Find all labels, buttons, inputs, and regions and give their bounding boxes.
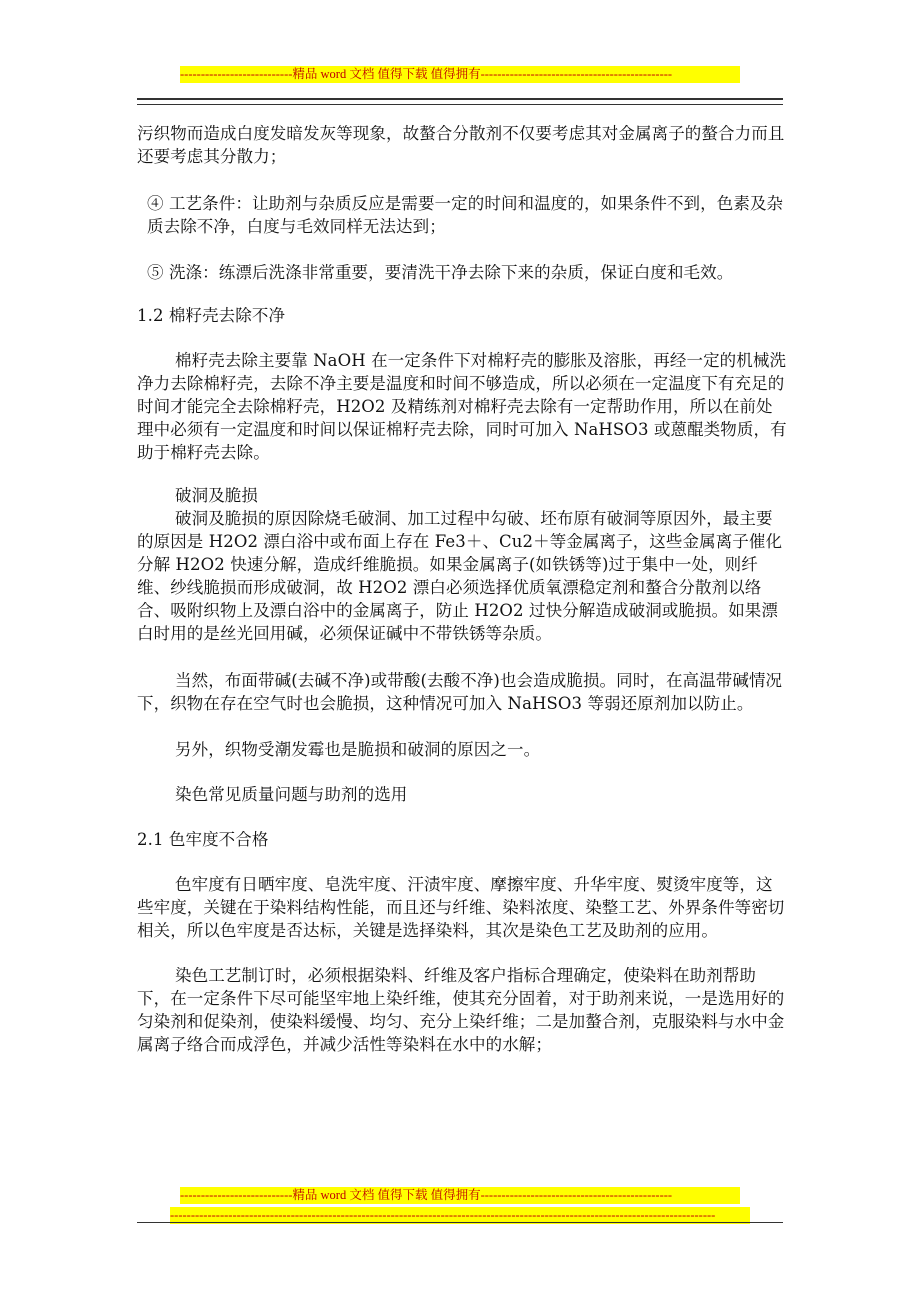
paragraph-process-conditions: ④ 工艺条件：让助剂与杂质反应是需要一定的时间和温度的，如果条件不到，色素及杂质去除不净，白度与毛效同样无法达到； [147,194,784,236]
paragraph-dyeing-process: 染色工艺制订时，必须根据染料、纤维及客户指标合理确定，使染料在助剂帮助下，在一定条件下尽可能坚牢地上染纤维，使其充分固着，对于助剂来说，一是选用好的匀染剂和促染剂，使染料缓慢、均匀、充分上染纤维；二是加螯合剂，克服染料与水中金属离子络合而成浮色，并减少活性等染料在水中的水解； [137,966,785,1054]
paragraph-cottonseed-hull: 棉籽壳去除主要靠 NaOH 在一定条件下对棉籽壳的膨胀及溶胀，再经一定的机械洗净力去除棉籽壳，去除不净主要是温度和时间不够造成，所以必须在一定温度下有充足的时间才能完全去除棉籽壳，H2O2 及精练剂对棉籽壳去除有一定帮助作用，所以在前处理中必须有一定温度和时间以保证棉籽壳去除，同时可加入 NaHSO3 或蒽醌类物质，有助于棉籽壳去除。 [137,351,787,462]
paragraph-chelating-dispersant: 污织物而造成白度发暗发灰等现象，故螯合分散剂不仅要考虑其对金属离子的螯合力而且还要考虑其分散力； [137,124,785,166]
section-heading-dyeing: 染色常见质量问题与助剂的选用 [175,785,408,804]
section-heading-1-2: 1.2 棉籽壳去除不净 [137,306,286,325]
document-body [137,122,787,1056]
header-rule-thick [137,98,783,100]
paragraph-holes-causes: 破洞及脆损的原因除烧毛破洞、加工过程中勾破、坯布原有破洞等原因外，最主要的原因是 H2O2 漂白浴中或布面上存在 Fe3＋、Cu2＋等金属离子，这些金属离子催化分解 H2O2 快速分解，造成纤维脆损。如果金属离子(如铁锈等)过于集中一处，则纤维、纱线脆损而形成破洞，故 H2O2 漂白必须选择优质氧漂稳定剂和螯合分散剂以络合、吸附织物上及漂白浴中的金属离子，防止 H2O2 过快分解造成破洞或脆损。如果漂白时用的是丝光回用碱，必须保证碱中不带铁锈等杂质。 [137,509,783,643]
footer-banner: ---------------------------精品 word 文档 值得下载 值得拥有---------------------------------------------- [180,1187,740,1204]
section-heading-holes: 破洞及脆损 [175,486,258,505]
paragraph-alkali-acid: 当然，布面带碱(去碱不净)或带酸(去酸不净)也会造成脆损。同时，在高温带碱情况下，织物在存在空气时也会脆损，这种情况可加入 NaHSO3 等弱还原剂加以防止。 [137,671,783,713]
paragraph-washing: ⑤ 洗涤：练漂后洗涤非常重要，要清洗干净去除下来的杂质，保证白度和毛效。 [147,263,734,282]
section-heading-2-1: 2.1 色牢度不合格 [137,830,269,849]
footer-dash-line: ----------------------------------------------------------------------------------------------------------------------------------- [170,1207,750,1224]
header-rule-thin [137,104,783,105]
paragraph-color-fastness: 色牢度有日晒牢度、皂洗牢度、汗渍牢度、摩擦牢度、升华牢度、熨烫牢度等，这些牢度，关键在于染料结构性能，而且还与纤维、染料浓度、染整工艺、外界条件等密切相关，所以色牢度是否达标，关键是选择染料，其次是染色工艺及助剂的应用。 [137,875,785,940]
footer-rule [137,1222,783,1223]
header-banner: ---------------------------精品 word 文档 值得下载 值得拥有---------------------------------------------- [180,66,740,83]
paragraph-mildew: 另外，织物受潮发霉也是脆损和破洞的原因之一。 [175,740,541,759]
